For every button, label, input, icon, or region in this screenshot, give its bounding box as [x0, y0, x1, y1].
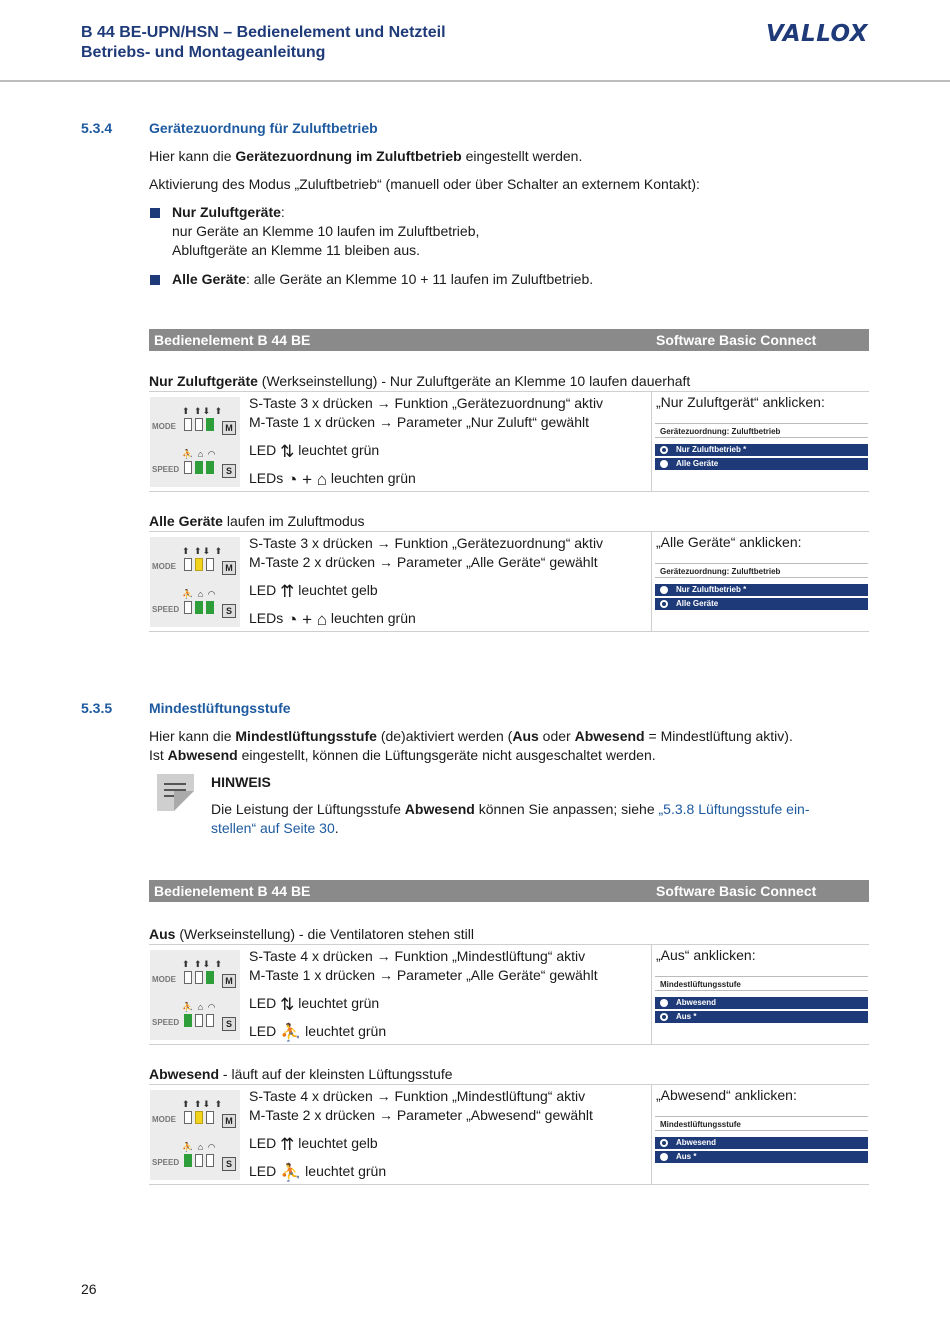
setting-title: Gerätezuordnung: Zuluftbetrieb — [655, 423, 868, 438]
led-indicator — [206, 461, 214, 474]
radio-option[interactable]: Alle Geräte — [655, 458, 868, 470]
section-title: Mindestlüftungsstufe — [149, 700, 291, 716]
speed-icons: ⛹ ⌂ ◠ — [182, 589, 217, 599]
row-title: Aus (Werkseinstellung) - die Ventilatoren stehen still — [149, 926, 475, 942]
s-key: S — [222, 604, 236, 618]
led-arrow-icon: ⇈ — [280, 1135, 295, 1154]
led-status: LED ⛹ leuchtet grün — [249, 1163, 387, 1182]
mode-icons: ⬆ ⬆⬇ ⬆ — [182, 959, 224, 969]
led-symbol-icon: ◔ + ⌂ — [287, 610, 328, 629]
radio-option[interactable]: Abwesend — [655, 1137, 868, 1149]
led-indicator — [184, 971, 192, 984]
speed-label: SPEED — [152, 1018, 180, 1027]
led-symbol-icon: ⛹ — [280, 1023, 302, 1042]
bullet-marker — [150, 275, 160, 285]
divider — [149, 631, 869, 632]
led-symbol-icon: ⛹ — [280, 1163, 302, 1182]
row-title: Abwesend - läuft auf der kleinsten Lüftungsstufe — [149, 1066, 453, 1082]
radio-option[interactable]: Alle Geräte — [655, 598, 868, 610]
speed-icons: ⛹ ⌂ ◠ — [182, 449, 217, 459]
bullet-item: Nur Zuluftgeräte: nur Geräte an Klemme 10 laufen im Zuluftbetrieb, Abluftgeräte an Klemme 11 bleiben aus. — [172, 204, 480, 258]
radio-option[interactable]: Nur Zuluftbetrieb * — [655, 584, 868, 596]
led-indicator — [184, 1154, 192, 1167]
radio-icon — [660, 460, 668, 468]
paragraph: Ist Abwesend eingestellt, können die Lüftungsgeräte nicht ausgeschaltet werden. — [149, 747, 656, 763]
led-indicator — [195, 418, 203, 431]
divider — [149, 1184, 869, 1185]
instruction-step: S-Taste 4 x drücken → Funktion „Mindestlüftung“ aktiv — [249, 948, 586, 964]
radio-option[interactable]: Nur Zuluftbetrieb * — [655, 444, 868, 456]
led-indicator — [206, 1154, 214, 1167]
doc-title: B 44 BE-UPN/HSN – Bedienelement und Netzteil — [81, 24, 446, 41]
radio-icon — [660, 999, 668, 1007]
speed-icons: ⛹ ⌂ ◠ — [182, 1002, 217, 1012]
paragraph: Hier kann die Mindestlüftungsstufe (de)aktiviert werden (Aus oder Abwesend = Mindestlüftung aktiv). — [149, 728, 793, 744]
software-instruction: „Abwesend“ anklicken: — [656, 1087, 797, 1103]
led-arrow-icon: ⇅ — [280, 442, 295, 461]
section-number: 5.3.5 — [81, 700, 113, 716]
software-instruction: „Nur Zuluftgerät“ anklicken: — [656, 394, 825, 410]
m-key: M — [222, 421, 236, 435]
led-indicator — [195, 1014, 203, 1027]
mode-icons: ⬆ ⬆⬇ ⬆ — [182, 1099, 224, 1109]
divider — [651, 531, 652, 631]
s-key: S — [222, 1017, 236, 1031]
divider — [149, 1044, 869, 1045]
m-key: M — [222, 561, 236, 575]
led-status: LED ⛹ leuchtet grün — [249, 1023, 387, 1042]
instruction-step: S-Taste 4 x drücken → Funktion „Mindestlüftung“ aktiv — [249, 1088, 586, 1104]
section-number: 5.3.4 — [81, 120, 113, 136]
software-instruction: „Aus“ anklicken: — [656, 947, 756, 963]
led-indicator — [184, 418, 192, 431]
led-indicator — [206, 558, 214, 571]
control-panel-illustration — [150, 950, 240, 1040]
setting-title: Gerätezuordnung: Zuluftbetrieb — [655, 563, 868, 578]
mode-icons: ⬆ ⬆⬇ ⬆ — [182, 406, 224, 416]
mode-label: MODE — [152, 422, 176, 431]
section-title: Gerätezuordnung für Zuluftbetrieb — [149, 120, 378, 136]
instruction-step: S-Taste 3 x drücken → Funktion „Gerätezuordnung“ aktiv — [249, 535, 604, 551]
led-status: LEDs ◔ + ⌂ leuchten grün — [249, 470, 416, 489]
m-key: M — [222, 1114, 236, 1128]
radio-option[interactable]: Aus * — [655, 1151, 868, 1163]
setting-title: Mindestlüftungsstufe — [655, 976, 868, 991]
led-indicator — [206, 971, 214, 984]
led-indicator — [195, 601, 203, 614]
led-indicator — [195, 1154, 203, 1167]
divider — [651, 944, 652, 1044]
radio-icon — [660, 1013, 668, 1021]
paragraph: Aktivierung des Modus „Zuluftbetrieb“ (manuell oder über Schalter an externem Kontakt): — [149, 176, 700, 192]
cross-reference-link[interactable]: stellen“ auf Seite 30 — [211, 820, 335, 836]
instruction-step: M-Taste 1 x drücken → Parameter „Alle Geräte“ gewählt — [249, 967, 598, 983]
led-indicator — [184, 1111, 192, 1124]
led-status: LEDs ◔ + ⌂ leuchten grün — [249, 610, 416, 629]
mode-label: MODE — [152, 1115, 176, 1124]
cross-reference-link[interactable]: „5.3.8 Lüftungsstufe ein- — [658, 801, 810, 817]
control-panel-illustration — [150, 397, 240, 487]
page-number: 26 — [81, 1281, 97, 1297]
note-title: HINWEIS — [211, 774, 271, 790]
divider — [651, 391, 652, 491]
mode-label: MODE — [152, 975, 176, 984]
divider — [149, 391, 869, 392]
instruction-step: M-Taste 2 x drücken → Parameter „Abwesend“ gewählt — [249, 1107, 593, 1123]
radio-icon — [660, 600, 668, 608]
led-indicator — [195, 558, 203, 571]
software-instruction: „Alle Geräte“ anklicken: — [656, 534, 802, 550]
led-indicator — [184, 461, 192, 474]
led-indicator — [184, 601, 192, 614]
note-text: Die Leistung der Lüftungsstufe Abwesend können Sie anpassen; siehe „5.3.8 Lüftungsstufe ein- stellen“ auf Seite 30. — [211, 801, 810, 836]
instruction-step: S-Taste 3 x drücken → Funktion „Gerätezuordnung“ aktiv — [249, 395, 604, 411]
led-status: LED ⇈ leuchtet gelb — [249, 1135, 378, 1154]
led-indicator — [195, 461, 203, 474]
led-indicator — [184, 1014, 192, 1027]
led-indicator — [195, 1111, 203, 1124]
mode-label: MODE — [152, 562, 176, 571]
note-icon — [157, 774, 194, 811]
setting-title: Mindestlüftungsstufe — [655, 1116, 868, 1131]
divider — [149, 491, 869, 492]
instruction-step: M-Taste 1 x drücken → Parameter „Nur Zuluft“ gewählt — [249, 414, 590, 430]
m-key: M — [222, 974, 236, 988]
led-symbol-icon: ◔ + ⌂ — [287, 470, 328, 489]
control-panel-illustration — [150, 1090, 240, 1180]
speed-label: SPEED — [152, 465, 180, 474]
led-indicator — [206, 1111, 214, 1124]
speed-icons: ⛹ ⌂ ◠ — [182, 1142, 217, 1152]
vallox-logo: VALLOX — [766, 21, 868, 47]
row-title: Alle Geräte laufen im Zuluftmodus — [149, 513, 365, 529]
bullet-item: Alle Geräte: alle Geräte an Klemme 10 + 11 laufen im Zuluftbetrieb. — [172, 271, 594, 287]
led-indicator — [184, 558, 192, 571]
instruction-step: M-Taste 2 x drücken → Parameter „Alle Geräte“ gewählt — [249, 554, 598, 570]
control-panel-illustration — [150, 537, 240, 627]
radio-icon — [660, 446, 668, 454]
page-header — [0, 0, 950, 82]
radio-icon — [660, 1153, 668, 1161]
s-key: S — [222, 464, 236, 478]
divider — [149, 944, 869, 945]
table-header: Bedienelement B 44 BE Software Basic Connect — [149, 880, 869, 902]
led-indicator — [206, 418, 214, 431]
led-indicator — [195, 971, 203, 984]
led-status: LED ⇈ leuchtet gelb — [249, 582, 378, 601]
led-status: LED ⇅ leuchtet grün — [249, 442, 380, 461]
bullet-marker — [150, 208, 160, 218]
divider — [149, 531, 869, 532]
divider — [651, 1084, 652, 1184]
radio-icon — [660, 586, 668, 594]
led-indicator — [206, 1014, 214, 1027]
radio-option[interactable]: Abwesend — [655, 997, 868, 1009]
radio-option[interactable]: Aus * — [655, 1011, 868, 1023]
led-status: LED ⇅ leuchtet grün — [249, 995, 380, 1014]
speed-label: SPEED — [152, 1158, 180, 1167]
table-header: Bedienelement B 44 BE Software Basic Connect — [149, 329, 869, 351]
row-title: Nur Zuluftgeräte (Werkseinstellung) - Nur Zuluftgeräte an Klemme 10 laufen dauerhaft — [149, 373, 691, 389]
led-arrow-icon: ⇅ — [280, 995, 295, 1014]
led-indicator — [206, 601, 214, 614]
radio-icon — [660, 1139, 668, 1147]
led-arrow-icon: ⇈ — [280, 582, 295, 601]
mode-icons: ⬆ ⬆⬇ ⬆ — [182, 546, 224, 556]
s-key: S — [222, 1157, 236, 1171]
speed-label: SPEED — [152, 605, 180, 614]
doc-subtitle: Betriebs- und Montageanleitung — [81, 44, 326, 61]
divider — [149, 1084, 869, 1085]
paragraph: Hier kann die Gerätezuordnung im Zuluftbetrieb eingestellt werden. — [149, 148, 583, 164]
